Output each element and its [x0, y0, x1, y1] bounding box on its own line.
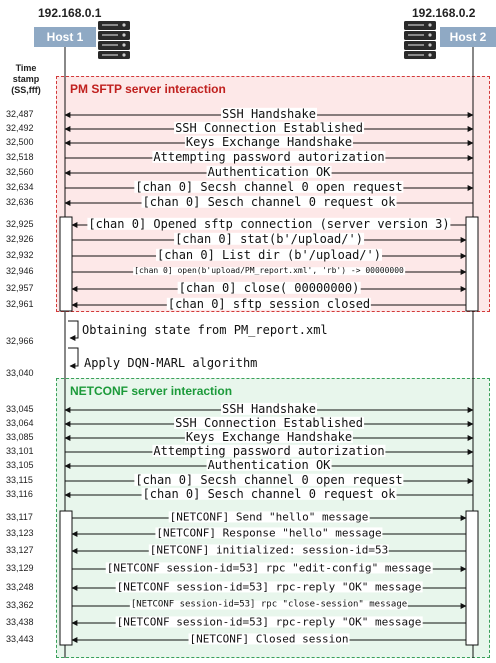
timestamp: 32,961 — [6, 299, 34, 309]
timestamp: 33,248 — [6, 582, 34, 592]
timestamp: 33,040 — [6, 368, 34, 378]
host2-label: Host 2 — [440, 27, 496, 47]
message-label: [NETCONF session-id=53] rpc-reply "OK" message — [116, 580, 422, 594]
host1-activation-bar — [60, 217, 72, 311]
timestamp: 33,045 — [6, 404, 34, 414]
timestamp-header: Time stamp (SS,fff) — [11, 63, 41, 95]
timestamp: 33,105 — [6, 460, 34, 470]
message-label: SSH Connection Established — [175, 120, 363, 135]
timestamp: 33,116 — [6, 489, 33, 499]
timestamp: 33,438 — [6, 617, 34, 627]
timestamp: 32,492 — [6, 123, 34, 133]
message-label: [chan 0] sftp session closed — [167, 296, 371, 311]
timestamp: 33,064 — [6, 418, 34, 428]
message-label: [NETCONF session-id=53] rpc "edit-config" message — [106, 561, 432, 575]
timestamp: 33,117 — [6, 512, 33, 522]
message-label: [chan 0] List dir (b'/upload/') — [157, 247, 381, 262]
message-label: [NETCONF session-id=53] rpc "close-session" message — [130, 599, 408, 610]
message-label: [chan 0] open(b'upload/PM_report.xml', 'rb') -> 00000000 — [134, 266, 404, 276]
message-label: [chan 0] Secsh channel 0 open request — [135, 179, 403, 194]
message-label: Keys Exchange Handshake — [185, 134, 353, 149]
message-label: [chan 0] Sesch channel 0 request ok — [142, 194, 396, 209]
timestamp: 33,123 — [6, 528, 34, 538]
timestamp: 32,487 — [6, 109, 34, 119]
timestamp: 32,518 — [6, 152, 34, 162]
timestamp: 33,129 — [6, 563, 34, 573]
timestamp: 33,443 — [6, 634, 34, 644]
message-label: [NETCONF] initialized: session-id=53 — [149, 543, 389, 557]
message-label: [chan 0] Secsh channel 0 open request — [135, 472, 403, 487]
host2-ip: 192.168.0.2 — [412, 6, 476, 20]
message-label: [NETCONF] Closed session — [189, 632, 349, 646]
message-label: Authentication OK — [207, 457, 331, 472]
local-step-note: Apply DQN-MARL algorithm — [84, 356, 258, 370]
message-label: [chan 0] close( 00000000) — [178, 280, 360, 295]
message-label: [chan 0] stat(b'/upload/') — [175, 231, 363, 246]
local-step-note: Obtaining state from PM_report.xml — [82, 323, 328, 337]
timestamp: 32,966 — [6, 336, 34, 346]
timestamp: 33,115 — [6, 475, 33, 485]
timestamp: 32,946 — [6, 266, 34, 276]
message-label: [NETCONF] Response "hello" message — [156, 526, 382, 540]
message-label: Attempting password autorization — [153, 443, 385, 458]
host2-activation-bar — [466, 217, 478, 311]
sftp-title: PM SFTP server interaction — [70, 82, 226, 96]
timestamp: 32,634 — [6, 182, 34, 192]
timestamp: 32,957 — [6, 283, 34, 293]
self-loop-arrow — [68, 348, 78, 366]
timestamp: 33,085 — [6, 432, 34, 442]
timestamp: 32,500 — [6, 137, 34, 147]
message-label: [NETCONF session-id=53] rpc-reply "OK" message — [116, 615, 422, 629]
message-label: [chan 0] Sesch channel 0 request ok — [142, 486, 396, 501]
timestamp: 32,925 — [6, 219, 34, 229]
message-label: Authentication OK — [207, 164, 331, 179]
message-label: Keys Exchange Handshake — [185, 429, 353, 444]
message-label: [chan 0] Opened sftp connection (server version 3) — [88, 216, 450, 231]
message-label: [NETCONF] Send "hello" message — [169, 510, 369, 524]
timestamp: 32,926 — [6, 234, 34, 244]
message-label: SSH Handshake — [222, 401, 316, 416]
timestamp: 32,636 — [6, 197, 34, 207]
netconf-title: NETCONF server interaction — [70, 384, 233, 398]
host2-activation-bar — [466, 511, 478, 645]
timestamp: 32,932 — [6, 250, 34, 260]
self-loop-arrow — [68, 321, 78, 338]
message-label: SSH Connection Established — [175, 415, 363, 430]
host1-activation-bar — [60, 511, 72, 645]
timestamp: 33,362 — [6, 600, 34, 610]
message-label: Attempting password autorization — [153, 149, 385, 164]
timestamp: 33,101 — [6, 446, 34, 456]
message-label: SSH Handshake — [222, 106, 316, 121]
host1-ip: 192.168.0.1 — [38, 6, 102, 20]
host1-label: Host 1 — [34, 27, 96, 47]
timestamp: 32,560 — [6, 167, 34, 177]
timestamp: 33,127 — [6, 545, 34, 555]
